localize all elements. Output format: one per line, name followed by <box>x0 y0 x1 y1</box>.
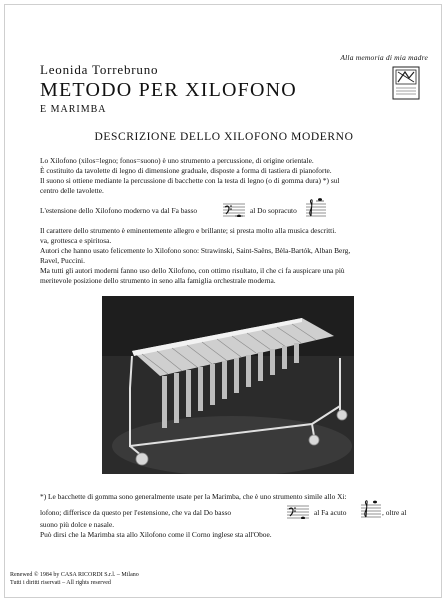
copyright-stamp-icon <box>392 66 420 100</box>
intro-line-1: Lo Xilofono (xilos=legno; fonos=suono) è uno strumento a percussione, di origine orientale. <box>40 156 314 165</box>
section-title: DESCRIZIONE DELLO XILOFONO MODERNO <box>94 131 354 143</box>
character-line-3: Autori che hanno usato felicemente lo Xilofono sono: Strawinski, Saint-Saëns, Bèla-Bartók, Alban Berg, <box>40 246 351 255</box>
footnote-line-2c: , oltre al <box>382 508 407 517</box>
character-line-2: va, grottesca e spiritosa. <box>40 236 112 245</box>
copyright-line-1: Renewed © 1984 by CASA RICORDI S.r.l. – Milano <box>10 572 139 578</box>
treble-clef-staff-icon <box>305 197 327 217</box>
copyright-footer <box>10 572 139 587</box>
intro-line-3: Il suono si ottiene mediante la percussione di bacchette con la testa di legno (o di gomma dura) *) sul <box>40 176 340 185</box>
dedication: Alla memoria di mia madre <box>340 53 428 62</box>
book-subtitle: E MARIMBA <box>40 104 107 115</box>
character-line-6: meritevole posizione dello strumento in seno alla famiglia orchestrale moderna. <box>40 276 276 285</box>
footnote-line-4: Può dirsi che la Marimba sta allo Xilofono come il Corno inglese sta all'Oboe. <box>40 530 272 539</box>
copyright-line-2: Tutti i diritti riservati – All rights reserved <box>10 579 111 586</box>
book-title: METODO PER XILOFONO <box>40 79 297 101</box>
intro-line-4: centro delle tavolette. <box>40 186 104 195</box>
character-line-1: Il carattere dello strumento è eminentemente allegro e brillante; si presta molto alla musica descritti. <box>40 226 337 235</box>
footnote-line-3: suono più dolce e nasale. <box>40 520 115 529</box>
range-text-a: L'estensione dello Xilofono moderno va dal Fa basso <box>40 206 198 215</box>
bass-clef-staff-icon <box>222 201 246 217</box>
footnote-line-1: *) Le bacchette di gomma sono generalmente usate per la Marimba, che è uno strumento simile allo Xi: <box>40 492 347 501</box>
treble-clef-staff-icon-2 <box>360 498 382 518</box>
character-line-4: Ravel, Puccini. <box>40 256 85 265</box>
bass-clef-staff-icon-2 <box>286 503 310 519</box>
author-name: Leonida Torrebruno <box>40 62 159 77</box>
range-text-b: al Do sopracuto <box>250 206 297 215</box>
xylophone-photo <box>102 296 354 474</box>
intro-line-2: È costituito da tavolette di legno di dimensione graduale, disposte a forma di tastiera di pianoforte. <box>40 166 332 175</box>
footnote-line-2a: lofono; differisce da questo per l'estensione, che va dal Do basso <box>40 508 232 517</box>
footnote-line-2b: al Fa acuto <box>314 508 347 517</box>
character-line-5: Ma tutti gli autori moderni fanno uso dello Xilofono, con ottimo risultato, il che ci fa auspicare una più <box>40 266 345 275</box>
